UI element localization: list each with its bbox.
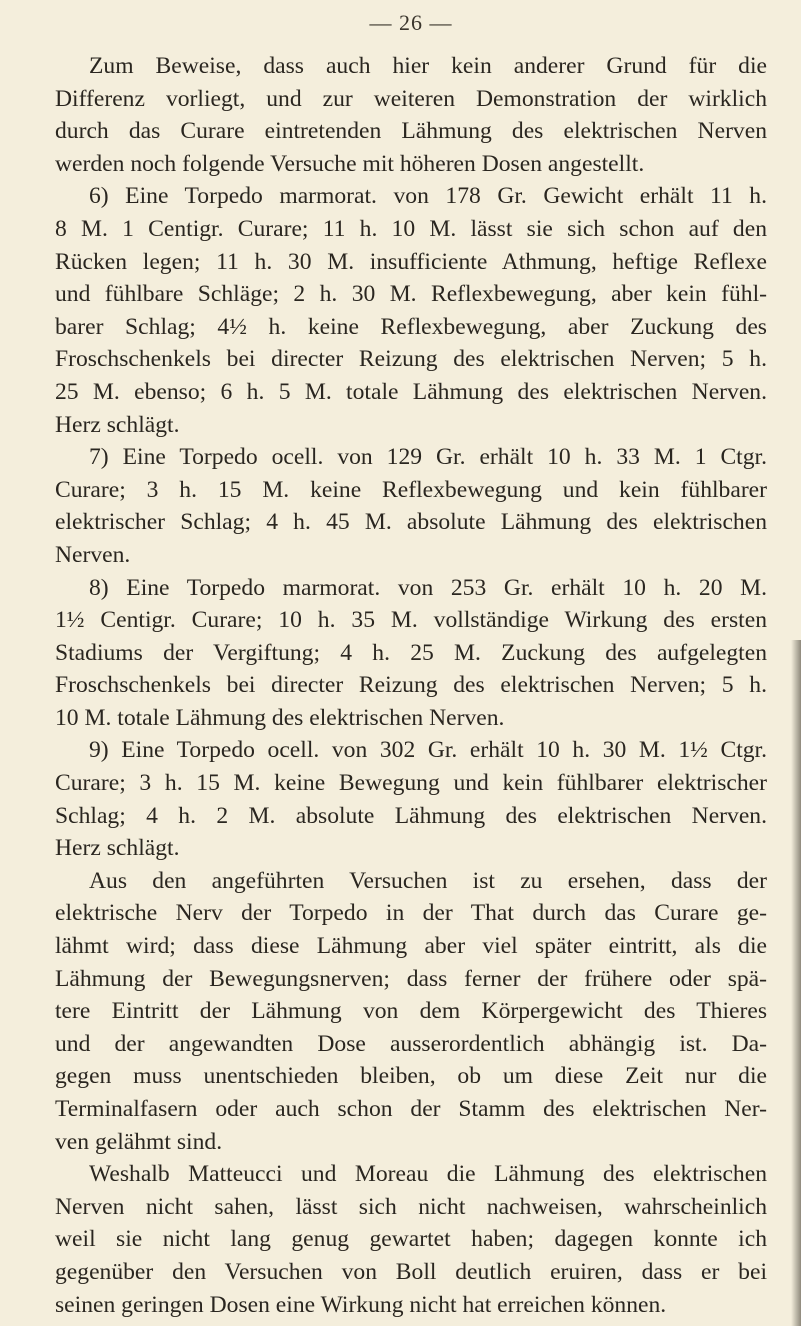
- text-line: 1½ Centigr. Curare; 10 h. 35 M. vollständige Wirkung des ersten: [55, 607, 767, 634]
- text-line: und fühlbare Schläge; 2 h. 30 M. Reflexbewegung, aber kein fühl-: [55, 281, 767, 308]
- text-line: Nerven nicht sahen, lässt sich nicht nachweisen, wahrscheinlich: [55, 1193, 767, 1220]
- text-line: Schlag; 4 h. 2 M. absolute Lähmung des elektrischen Nerven.: [55, 802, 767, 829]
- text-line: 8) Eine Torpedo marmorat. von 253 Gr. erhält 10 h. 20 M.: [89, 574, 767, 601]
- text-line: 10 M. totale Lähmung des elektrischen Nerven.: [55, 704, 505, 731]
- text-line: Froschschenkels bei directer Reizung des elektrischen Nerven; 5 h.: [55, 672, 767, 699]
- body-text: [55, 50, 767, 1321]
- text-line: Weshalb Matteucci und Moreau die Lähmung des elektrischen: [89, 1161, 767, 1188]
- text-line: durch das Curare eintretenden Lähmung des elektrischen Nerven: [55, 118, 767, 145]
- text-line: Rücken legen; 11 h. 30 M. insufficiente Athmung, heftige Reflexe: [55, 248, 767, 275]
- text-line: 9) Eine Torpedo ocell. von 302 Gr. erhält 10 h. 30 M. 1½ Ctgr.: [89, 737, 767, 764]
- text-line: werden noch folgende Versuche mit höheren Dosen angestellt.: [55, 150, 645, 177]
- page-number: — 26 —: [369, 10, 453, 35]
- text-line: Curare; 3 h. 15 M. keine Bewegung und kein fühlbarer elektrischer: [55, 770, 767, 797]
- text-line: Lähmung der Bewegungsnerven; dass ferner der frühere oder spä-: [55, 965, 767, 992]
- text-line: barer Schlag; 4½ h. keine Reflexbewegung, aber Zuckung des: [55, 313, 767, 340]
- text-line: ven gelähmt sind.: [55, 1128, 223, 1155]
- text-line: tere Eintritt der Lähmung von dem Körpergewicht des Thieres: [55, 998, 767, 1025]
- text-line: Terminalfasern oder auch schon der Stamm des elektrischen Ner-: [55, 1096, 767, 1122]
- text-line: Froschschenkels bei directer Reizung des elektrischen Nerven; 5 h.: [55, 346, 767, 373]
- text-line: elektrischer Schlag; 4 h. 45 M. absolute Lähmung des elektrischen: [55, 509, 767, 536]
- text-line: Aus den angeführten Versuchen ist zu ersehen, dass der: [89, 867, 767, 894]
- document-page: [55, 10, 767, 1321]
- text-line: Zum Beweise, dass auch hier kein anderer Grund für die: [89, 53, 767, 79]
- text-line: 7) Eine Torpedo ocell. von 129 Gr. erhält 10 h. 33 M. 1 Ctgr.: [89, 444, 767, 471]
- text-line: 8 M. 1 Centigr. Curare; 11 h. 10 M. lässt sie sich schon auf den: [55, 215, 767, 242]
- text-line: Herz schlägt.: [55, 835, 180, 862]
- text-line: gegenüber den Versuchen von Boll deutlich eruiren, dass er bei: [55, 1258, 767, 1285]
- text-line: Nerven.: [55, 541, 131, 568]
- text-line: lähmt wird; dass diese Lähmung aber viel später eintritt, als die: [55, 933, 767, 960]
- text-line: Stadiums der Vergiftung; 4 h. 25 M. Zuckung des aufgelegten: [55, 639, 767, 666]
- text-line: seinen geringen Dosen eine Wirkung nicht hat erreichen können.: [55, 1291, 667, 1318]
- page-edge-shadow: [791, 640, 801, 1326]
- text-line: elektrische Nerv der Torpedo in der That durch das Curare ge-: [55, 900, 767, 927]
- text-line: 6) Eine Torpedo marmorat. von 178 Gr. Gewicht erhält 11 h.: [89, 183, 767, 210]
- text-line: Herz schlägt.: [55, 411, 180, 438]
- text-line: 25 M. ebenso; 6 h. 5 M. totale Lähmung des elektrischen Nerven.: [55, 378, 767, 405]
- text-line: Differenz vorliegt, und zur weiteren Demonstration der wirklich: [55, 85, 767, 112]
- text-line: gegen muss unentschieden bleiben, ob um diese Zeit nur die: [55, 1063, 767, 1090]
- text-line: und der angewandten Dose ausserordentlich abhängig ist. Da-: [55, 1030, 767, 1057]
- text-line: weil sie nicht lang genug gewartet haben; dagegen konnte ich: [55, 1226, 767, 1253]
- text-line: Curare; 3 h. 15 M. keine Reflexbewegung und kein fühlbarer: [55, 476, 767, 503]
